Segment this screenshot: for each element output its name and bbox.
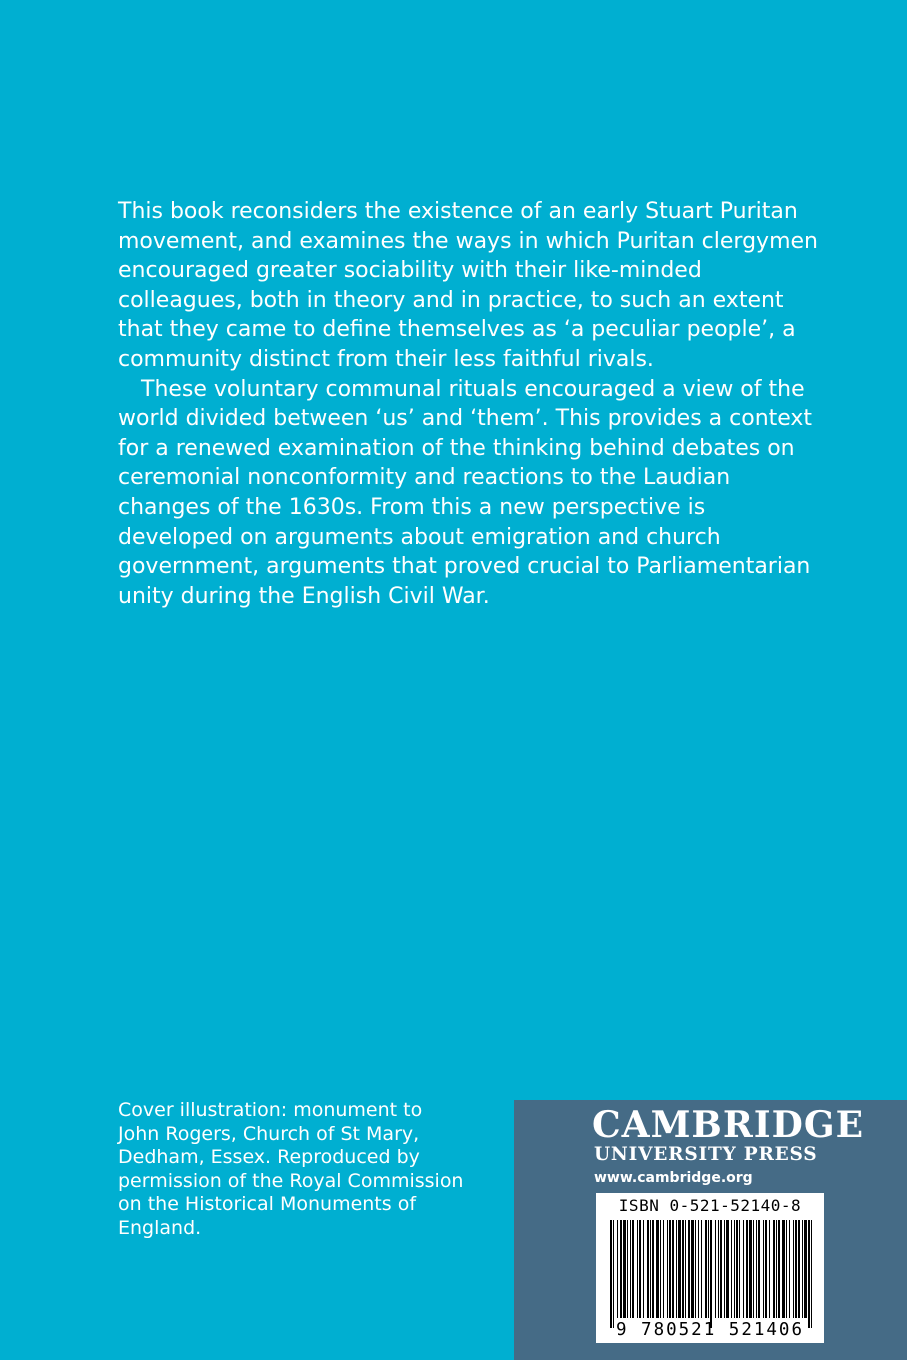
barcode-bar — [731, 1220, 732, 1318]
barcode-bar — [769, 1220, 770, 1318]
credit-line: on the Historical Monuments of — [118, 1193, 417, 1215]
barcode-bar — [789, 1220, 790, 1318]
barcode-bar — [688, 1220, 690, 1318]
publisher-logo-name: CAMBRIDGE — [592, 1104, 865, 1146]
barcode-bar — [724, 1220, 725, 1318]
barcode-bar — [765, 1220, 767, 1318]
barcode-bar — [643, 1220, 644, 1318]
barcode-bar — [804, 1220, 807, 1318]
barcode-bar — [708, 1220, 709, 1318]
barcode-bar — [652, 1220, 654, 1318]
barcode-bar — [627, 1220, 628, 1318]
barcode-bar — [718, 1220, 719, 1318]
credit-line: Dedham, Essex. Reproduced by — [118, 1146, 420, 1168]
barcode-bar — [811, 1220, 812, 1328]
credit-line: John Rogers, Church of St Mary, — [118, 1122, 420, 1145]
barcode-bar — [610, 1220, 612, 1328]
blurb-text — [118, 197, 818, 611]
barcode-bar — [773, 1220, 775, 1318]
barcode-bar — [758, 1220, 760, 1318]
barcode-bar — [763, 1220, 764, 1318]
barcode-bar — [782, 1220, 785, 1318]
barcode-bar — [613, 1220, 614, 1328]
barcode-bar — [808, 1220, 810, 1328]
barcode-bar — [682, 1220, 684, 1318]
barcode-bar — [753, 1220, 754, 1318]
barcode-bar — [734, 1220, 735, 1318]
barcode-bar — [743, 1220, 744, 1318]
barcode-bar — [795, 1220, 797, 1318]
barcode-bar — [720, 1220, 722, 1318]
barcode-bar — [798, 1220, 800, 1318]
cover-illustration-credit — [118, 1099, 498, 1240]
barcode-bar — [736, 1220, 738, 1318]
credit-line: England. — [118, 1216, 202, 1239]
barcode-bar — [776, 1220, 777, 1318]
publisher-logo-subtitle: UNIVERSITY PRESS — [594, 1144, 818, 1165]
barcode-bar — [639, 1220, 641, 1318]
blurb-paragraph-2: These voluntary communal rituals encouraged a view of the world divided between ‘us’ and ‘them’. This provides a context for a renewed examination of the thinking behind debates on ceremonial nonconformity and reactions to the Laudian changes of the 1630s. From this a new perspective is developed on arguments about emigration and church government, arguments that proved crucial to Parliamentarian unity during the English Civil War. — [118, 376, 813, 609]
barcode-bar — [793, 1220, 794, 1318]
barcode-label — [596, 1193, 824, 1343]
isbn-text: ISBN 0-521-52140-8 — [618, 1196, 802, 1215]
barcode-bar — [705, 1220, 707, 1318]
barcode-bar — [663, 1220, 664, 1318]
barcode-bar — [802, 1220, 803, 1318]
barcode-bar — [669, 1220, 671, 1318]
barcode-bar — [676, 1220, 677, 1318]
barcode-bar — [667, 1220, 668, 1318]
barcode-bar — [620, 1220, 622, 1318]
publisher-panel — [514, 1100, 907, 1360]
barcode-bar — [617, 1220, 618, 1318]
barcode-bar — [650, 1220, 651, 1318]
barcode-bar — [710, 1220, 712, 1328]
barcode-bar — [701, 1220, 702, 1318]
barcode-icon — [596, 1220, 824, 1332]
barcode-bar — [656, 1220, 659, 1318]
publisher-website: www.cambridge.org — [594, 1170, 753, 1186]
barcode-bar — [695, 1220, 696, 1318]
barcode-bar — [726, 1220, 729, 1318]
barcode-bar — [678, 1220, 681, 1318]
credit-line: Cover illustration: monument to — [118, 1099, 423, 1121]
ean-number: 9 780521 521406 — [615, 1320, 805, 1340]
blurb-paragraph-1: This book reconsiders the existence of an early Stuart Puritan movement, and examines the ways in which Puritan clergymen encouraged greater sociability with their like-minded colleagues, both in theory and in practice, to such an extent that they came to define themselves as ‘a peculiar people’, a community distinct from their less faithful rivals. — [118, 199, 818, 372]
barcode-bar — [746, 1220, 748, 1318]
barcode-bar — [632, 1220, 634, 1318]
barcode-bar — [647, 1220, 649, 1318]
barcode-bar — [698, 1220, 699, 1318]
barcode-bar — [786, 1220, 787, 1318]
barcode-bar — [715, 1220, 716, 1318]
barcode-bar — [739, 1220, 740, 1318]
barcode-bar — [749, 1220, 752, 1318]
barcode-bar — [623, 1220, 626, 1318]
barcode-bar — [756, 1220, 757, 1318]
barcode-bar — [630, 1220, 631, 1318]
barcode-bar — [691, 1220, 694, 1318]
barcode-bar — [660, 1220, 661, 1318]
barcode-bar — [685, 1220, 686, 1318]
barcode-bar — [637, 1220, 638, 1318]
barcode-bar — [672, 1220, 674, 1318]
credit-line: permission of the Royal Commission — [118, 1169, 464, 1192]
barcode-bar — [778, 1220, 780, 1318]
